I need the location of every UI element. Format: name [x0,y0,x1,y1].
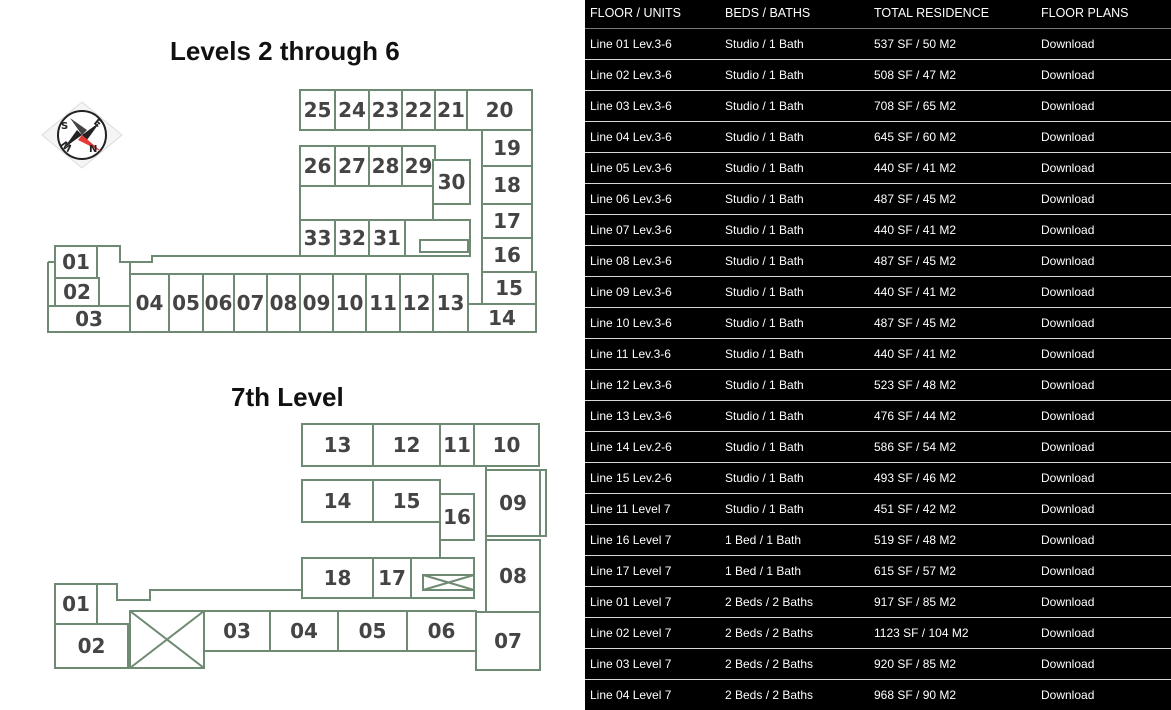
wall-outline [405,220,470,256]
wall-outline [97,246,130,262]
cell-total-residence: 487 SF / 45 M2 [874,254,957,268]
wall-outline [302,522,440,558]
upper-unit-label: 04 [135,291,164,315]
upper-unit-label: 21 [437,98,465,122]
upper-unit-label: 05 [172,291,200,315]
cell-beds-baths: Studio / 1 Bath [725,99,804,113]
lower-unit-label: 09 [499,491,527,515]
download-link[interactable]: Download [1041,68,1095,82]
table-row [585,556,1171,587]
upper-unit-label: 20 [485,98,514,122]
upper-unit-label: 33 [303,226,332,250]
download-link[interactable]: Download [1041,37,1095,51]
cell-total-residence: 508 SF / 47 M2 [874,68,957,82]
table-row [585,587,1171,618]
cell-unit: Line 15 Lev.2-6 [590,471,672,485]
cell-total-residence: 1123 SF / 104 M2 [874,626,969,640]
cell-unit: Line 02 Level 7 [590,626,672,640]
lower-unit-label: 03 [223,619,251,643]
download-link[interactable]: Download [1041,471,1095,485]
cell-beds-baths: Studio / 1 Bath [725,254,804,268]
wall-outline [97,584,302,600]
table-row [585,339,1171,370]
cell-beds-baths: Studio / 1 Bath [725,409,804,423]
cell-total-residence: 708 SF / 65 M2 [874,99,957,113]
cell-unit: Line 02 Lev.3-6 [590,68,672,82]
upper-unit-label: 03 [75,307,103,331]
download-link[interactable]: Download [1041,378,1095,392]
download-link[interactable]: Download [1041,316,1095,330]
cell-beds-baths: Studio / 1 Bath [725,378,804,392]
units-table [585,0,1171,710]
cell-beds-baths: Studio / 1 Bath [725,347,804,361]
cell-total-residence: 523 SF / 48 M2 [874,378,957,392]
download-link[interactable]: Download [1041,440,1095,454]
cell-total-residence: 537 SF / 50 M2 [874,37,957,51]
cell-total-residence: 645 SF / 60 M2 [874,130,957,144]
table-row [585,618,1171,649]
cell-unit: Line 17 Level 7 [590,564,672,578]
floor-plans-panel [0,0,585,710]
download-link[interactable]: Download [1041,347,1095,361]
cell-beds-baths: 2 Beds / 2 Baths [725,688,814,702]
lower-unit-label: 17 [378,566,406,590]
lower-unit-label: 01 [62,592,90,616]
upper-unit-label: 01 [62,250,90,274]
floor-plan-drawing [0,0,585,710]
table-row [585,215,1171,246]
cell-unit: Line 06 Lev.3-6 [590,192,672,206]
lower-unit-label: 06 [427,619,456,643]
cell-total-residence: 968 SF / 90 M2 [874,688,957,702]
lower-unit-label: 13 [323,433,352,457]
upper-unit-label: 24 [338,98,366,122]
cell-unit: Line 04 Lev.3-6 [590,130,672,144]
cell-beds-baths: 2 Beds / 2 Baths [725,657,814,671]
upper-unit-label: 28 [371,154,400,178]
upper-unit-label: 19 [493,136,521,160]
upper-unit-label: 32 [338,226,366,250]
cell-unit: Line 01 Lev.3-6 [590,37,672,51]
lower-unit-label: 12 [392,433,421,457]
compass-letter-e: E [91,117,104,130]
cell-beds-baths: Studio / 1 Bath [725,192,804,206]
table-row [585,494,1171,525]
table-row [585,432,1171,463]
download-link[interactable]: Download [1041,254,1095,268]
wall-outline [423,575,474,590]
upper-unit-label: 31 [373,226,401,250]
download-link[interactable]: Download [1041,626,1095,640]
download-link[interactable]: Download [1041,99,1095,113]
upper-unit-label: 02 [63,280,91,304]
header-beds-baths: BEDS / BATHS [725,6,811,20]
cell-unit: Line 10 Lev.3-6 [590,316,672,330]
upper-unit-label: 15 [495,276,523,300]
download-link[interactable]: Download [1041,285,1095,299]
cell-unit: Line 01 Level 7 [590,595,672,609]
cell-beds-baths: Studio / 1 Bath [725,316,804,330]
wall-outline [130,611,204,668]
cell-total-residence: 440 SF / 41 M2 [874,161,957,175]
cell-total-residence: 615 SF / 57 M2 [874,564,957,578]
cell-total-residence: 493 SF / 46 M2 [874,471,957,485]
table-row [585,91,1171,122]
wall-outline [130,256,300,274]
wall-outline [474,466,486,612]
cell-total-residence: 920 SF / 85 M2 [874,657,957,671]
table-header [585,0,1171,29]
upper-unit-label: 10 [335,291,364,315]
download-link[interactable]: Download [1041,130,1095,144]
compass-letter-s: S [61,121,69,132]
cell-unit: Line 03 Lev.3-6 [590,99,672,113]
upper-unit-label: 13 [436,291,465,315]
table-row [585,649,1171,680]
level-7-title: 7th Level [231,382,344,412]
download-link[interactable]: Download [1041,688,1095,702]
seventh-level-plan [55,424,546,670]
cell-unit: Line 04 Level 7 [590,688,672,702]
lower-unit-label: 04 [290,619,318,643]
cell-beds-baths: 2 Beds / 2 Baths [725,626,814,640]
lower-unit-label: 11 [443,433,471,457]
table-row [585,122,1171,153]
upper-unit-label: 06 [204,291,233,315]
upper-unit-label: 17 [493,209,521,233]
cell-beds-baths: Studio / 1 Bath [725,285,804,299]
lower-unit-label: 02 [77,634,106,658]
download-link[interactable]: Download [1041,161,1095,175]
cell-unit: Line 11 Lev.3-6 [590,347,671,361]
cell-unit: Line 07 Lev.3-6 [590,223,672,237]
cell-unit: Line 08 Lev.3-6 [590,254,672,268]
table-row [585,153,1171,184]
levels-2-6-title: Levels 2 through 6 [170,36,400,66]
header-floor-plans: FLOOR PLANS [1041,6,1129,20]
upper-unit-label: 14 [488,306,516,330]
upper-unit-label: 29 [404,154,433,178]
cell-total-residence: 487 SF / 45 M2 [874,316,957,330]
upper-unit-label: 16 [493,243,521,267]
cell-total-residence: 586 SF / 54 M2 [874,440,957,454]
cell-total-residence: 487 SF / 45 M2 [874,192,957,206]
cell-unit: Line 16 Level 7 [590,533,672,547]
cell-total-residence: 440 SF / 41 M2 [874,347,957,361]
compass-letter-n: N [89,144,98,155]
wall-outline [420,240,468,252]
cell-beds-baths: Studio / 1 Bath [725,161,804,175]
cell-total-residence: 476 SF / 44 M2 [874,409,957,423]
download-link[interactable]: Download [1041,564,1095,578]
cell-beds-baths: 1 Bed / 1 Bath [725,533,802,547]
cell-unit: Line 03 Level 7 [590,657,672,671]
upper-unit-label: 26 [303,154,332,178]
cell-beds-baths: Studio / 1 Bath [725,68,804,82]
cell-total-residence: 519 SF / 48 M2 [874,533,957,547]
cell-unit: Line 05 Lev.3-6 [590,161,672,175]
download-link[interactable]: Download [1041,223,1095,237]
download-link[interactable]: Download [1041,533,1095,547]
upper-unit-label: 23 [371,98,400,122]
table-row [585,184,1171,215]
upper-unit-label: 27 [338,154,366,178]
cell-unit: Line 12 Lev.3-6 [590,378,672,392]
cell-beds-baths: Studio / 1 Bath [725,37,804,51]
table-row [585,308,1171,339]
cell-beds-baths: Studio / 1 Bath [725,471,804,485]
download-link[interactable]: Download [1041,595,1095,609]
lower-unit-label: 08 [499,564,527,588]
upper-unit-label: 08 [269,291,298,315]
wall-outline [300,186,433,220]
cell-total-residence: 917 SF / 85 M2 [874,595,957,609]
cell-total-residence: 440 SF / 41 M2 [874,223,957,237]
upper-unit-label: 11 [369,291,397,315]
table-row [585,370,1171,401]
compass-letter-w: W [59,137,75,153]
upper-unit-label: 25 [303,98,332,122]
upper-levels-plan [48,90,536,332]
cell-unit: Line 09 Lev.3-6 [590,285,672,299]
upper-unit-label: 12 [402,291,431,315]
cell-beds-baths: 1 Bed / 1 Bath [725,564,802,578]
cell-total-residence: 451 SF / 42 M2 [874,502,957,516]
table-row [585,525,1171,556]
upper-unit-label: 30 [437,170,466,194]
table-row [585,277,1171,308]
lower-unit-label: 16 [443,505,471,529]
cell-unit: Line 11 Level 7 [590,502,671,516]
upper-unit-label: 09 [302,291,331,315]
cell-beds-baths: Studio / 1 Bath [725,502,804,516]
upper-unit-label: 18 [493,173,521,197]
table-row [585,246,1171,277]
lower-unit-label: 15 [392,489,421,513]
download-link[interactable]: Download [1041,657,1095,671]
cell-beds-baths: Studio / 1 Bath [725,223,804,237]
download-link[interactable]: Download [1041,409,1095,423]
table-row [585,401,1171,432]
lower-unit-label: 18 [323,566,352,590]
cell-total-residence: 440 SF / 41 M2 [874,285,957,299]
table-row [585,680,1171,710]
download-link[interactable]: Download [1041,192,1095,206]
upper-unit-label: 22 [404,98,433,122]
cell-unit: Line 13 Lev.3-6 [590,409,672,423]
cell-beds-baths: 2 Beds / 2 Baths [725,595,814,609]
cell-unit: Line 14 Lev.2-6 [590,440,672,454]
cell-beds-baths: Studio / 1 Bath [725,130,804,144]
header-total-residence: TOTAL RESIDENCE [874,6,990,20]
lower-unit-label: 07 [494,629,522,653]
table-row [585,60,1171,91]
lower-unit-label: 05 [358,619,387,643]
upper-unit-label: 07 [236,291,265,315]
table-row [585,463,1171,494]
header-floor-units: FLOOR / UNITS [590,6,681,20]
lower-unit-label: 10 [492,433,521,457]
download-link[interactable]: Download [1041,502,1095,516]
lower-unit-label: 14 [323,489,352,513]
cell-beds-baths: Studio / 1 Bath [725,440,804,454]
table-row [585,29,1171,60]
